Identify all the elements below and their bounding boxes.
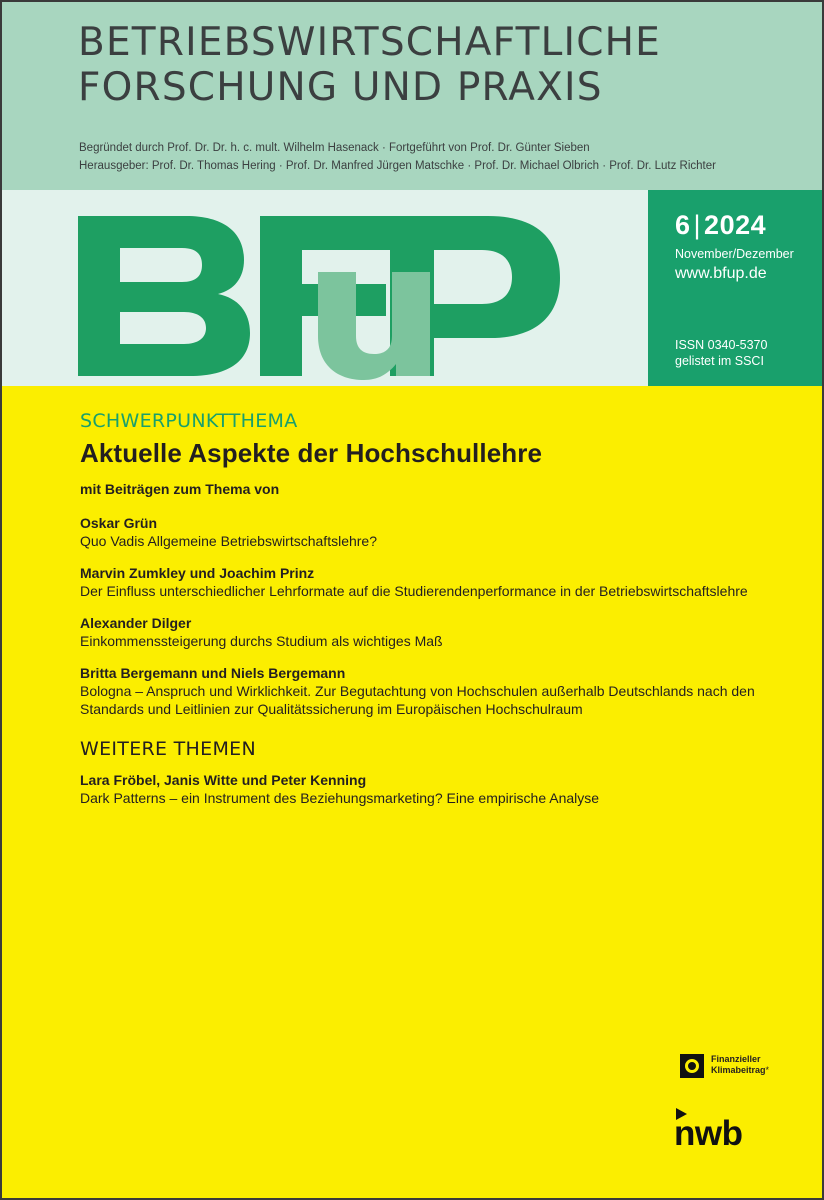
bfup-logo <box>78 190 578 386</box>
article-author: Britta Bergemann und Niels Bergemann <box>80 665 346 681</box>
climate-line-2: Klimabeitrag <box>711 1065 766 1075</box>
article-entry[interactable] <box>80 564 780 600</box>
journal-title <box>78 20 661 110</box>
publisher-logo <box>674 1108 784 1158</box>
founder-line: Begründet durch Prof. Dr. Dr. h. c. mult. Wilhelm Hasenack · Fortgeführt von Prof. Dr. Günter Sieben <box>79 142 590 154</box>
climate-circle-icon <box>680 1054 704 1078</box>
journal-title-line-2: FORSCHUNG UND PRAXIS <box>78 65 603 110</box>
article-title: Einkommenssteigerung durchs Studium als wichtiges Maß <box>80 633 443 649</box>
focus-topic-label: SCHWERPUNKTTHEMA <box>80 410 298 432</box>
publisher-name: nwb <box>674 1114 743 1153</box>
issue-year: 2024 <box>704 210 767 240</box>
website-link[interactable]: www.bfup.de <box>675 265 767 282</box>
issue-no: 6 <box>675 210 691 240</box>
article-entry[interactable] <box>80 664 780 718</box>
article-entry[interactable] <box>80 514 780 550</box>
article-title: Der Einfluss unterschiedlicher Lehrformate auf die Studierendenperformance in der Betriebswirtschaftslehre <box>80 583 748 599</box>
ssci-listing: gelistet im SSCI <box>675 354 764 368</box>
article-title: Dark Patterns – ein Instrument des Beziehungsmarketing? Eine empirische Analyse <box>80 790 600 806</box>
article-title: Quo Vadis Allgemeine Betriebswirtschaftslehre? <box>80 533 378 549</box>
issue-info-panel <box>648 190 822 386</box>
more-topics-label: WEITERE THEMEN <box>80 738 256 760</box>
credits <box>79 139 716 175</box>
article-title: Bologna – Anspruch und Wirklichkeit. Zur Begutachtung von Hochschulen außerhalb Deutschlands nach den Standards und Leitlinien zur Qualitätssicherung im Europäischen Hochschulraum <box>80 683 755 717</box>
issue-number <box>675 210 766 241</box>
climate-line-1: Finanzieller <box>711 1054 761 1064</box>
article-author: Alexander Dilger <box>80 615 192 631</box>
logo-band <box>2 190 648 386</box>
focus-topic-title: Aktuelle Aspekte der Hochschullehre <box>80 438 543 468</box>
editors-line: Herausgeber: Prof. Dr. Thomas Hering · Prof. Dr. Manfred Jürgen Matschke · Prof. Dr. Michael Olbrich · Prof. Dr. Lutz Richter <box>79 160 716 172</box>
climate-text <box>711 1054 769 1076</box>
article-entry[interactable] <box>80 771 780 807</box>
contributions-intro: mit Beiträgen zum Thema von <box>80 481 280 497</box>
issn: ISSN 0340-5370 <box>675 338 768 352</box>
article-author: Marvin Zumkley und Joachim Prinz <box>80 565 315 581</box>
article-author: Oskar Grün <box>80 515 158 531</box>
journal-title-line-1: BETRIEBSWIRTSCHAFTLICHE <box>78 20 662 65</box>
magazine-cover <box>2 2 822 1198</box>
masthead-band <box>2 2 822 190</box>
article-author: Lara Fröbel, Janis Witte und Peter Kenning <box>80 772 367 788</box>
issn-block <box>675 337 767 369</box>
issue-separator: | <box>693 210 702 240</box>
article-entry[interactable] <box>80 614 780 650</box>
climate-mark: * <box>765 1065 770 1075</box>
issue-months: November/Dezember <box>675 247 794 261</box>
climate-contribution-badge <box>680 1054 820 1084</box>
table-of-contents <box>80 410 780 821</box>
